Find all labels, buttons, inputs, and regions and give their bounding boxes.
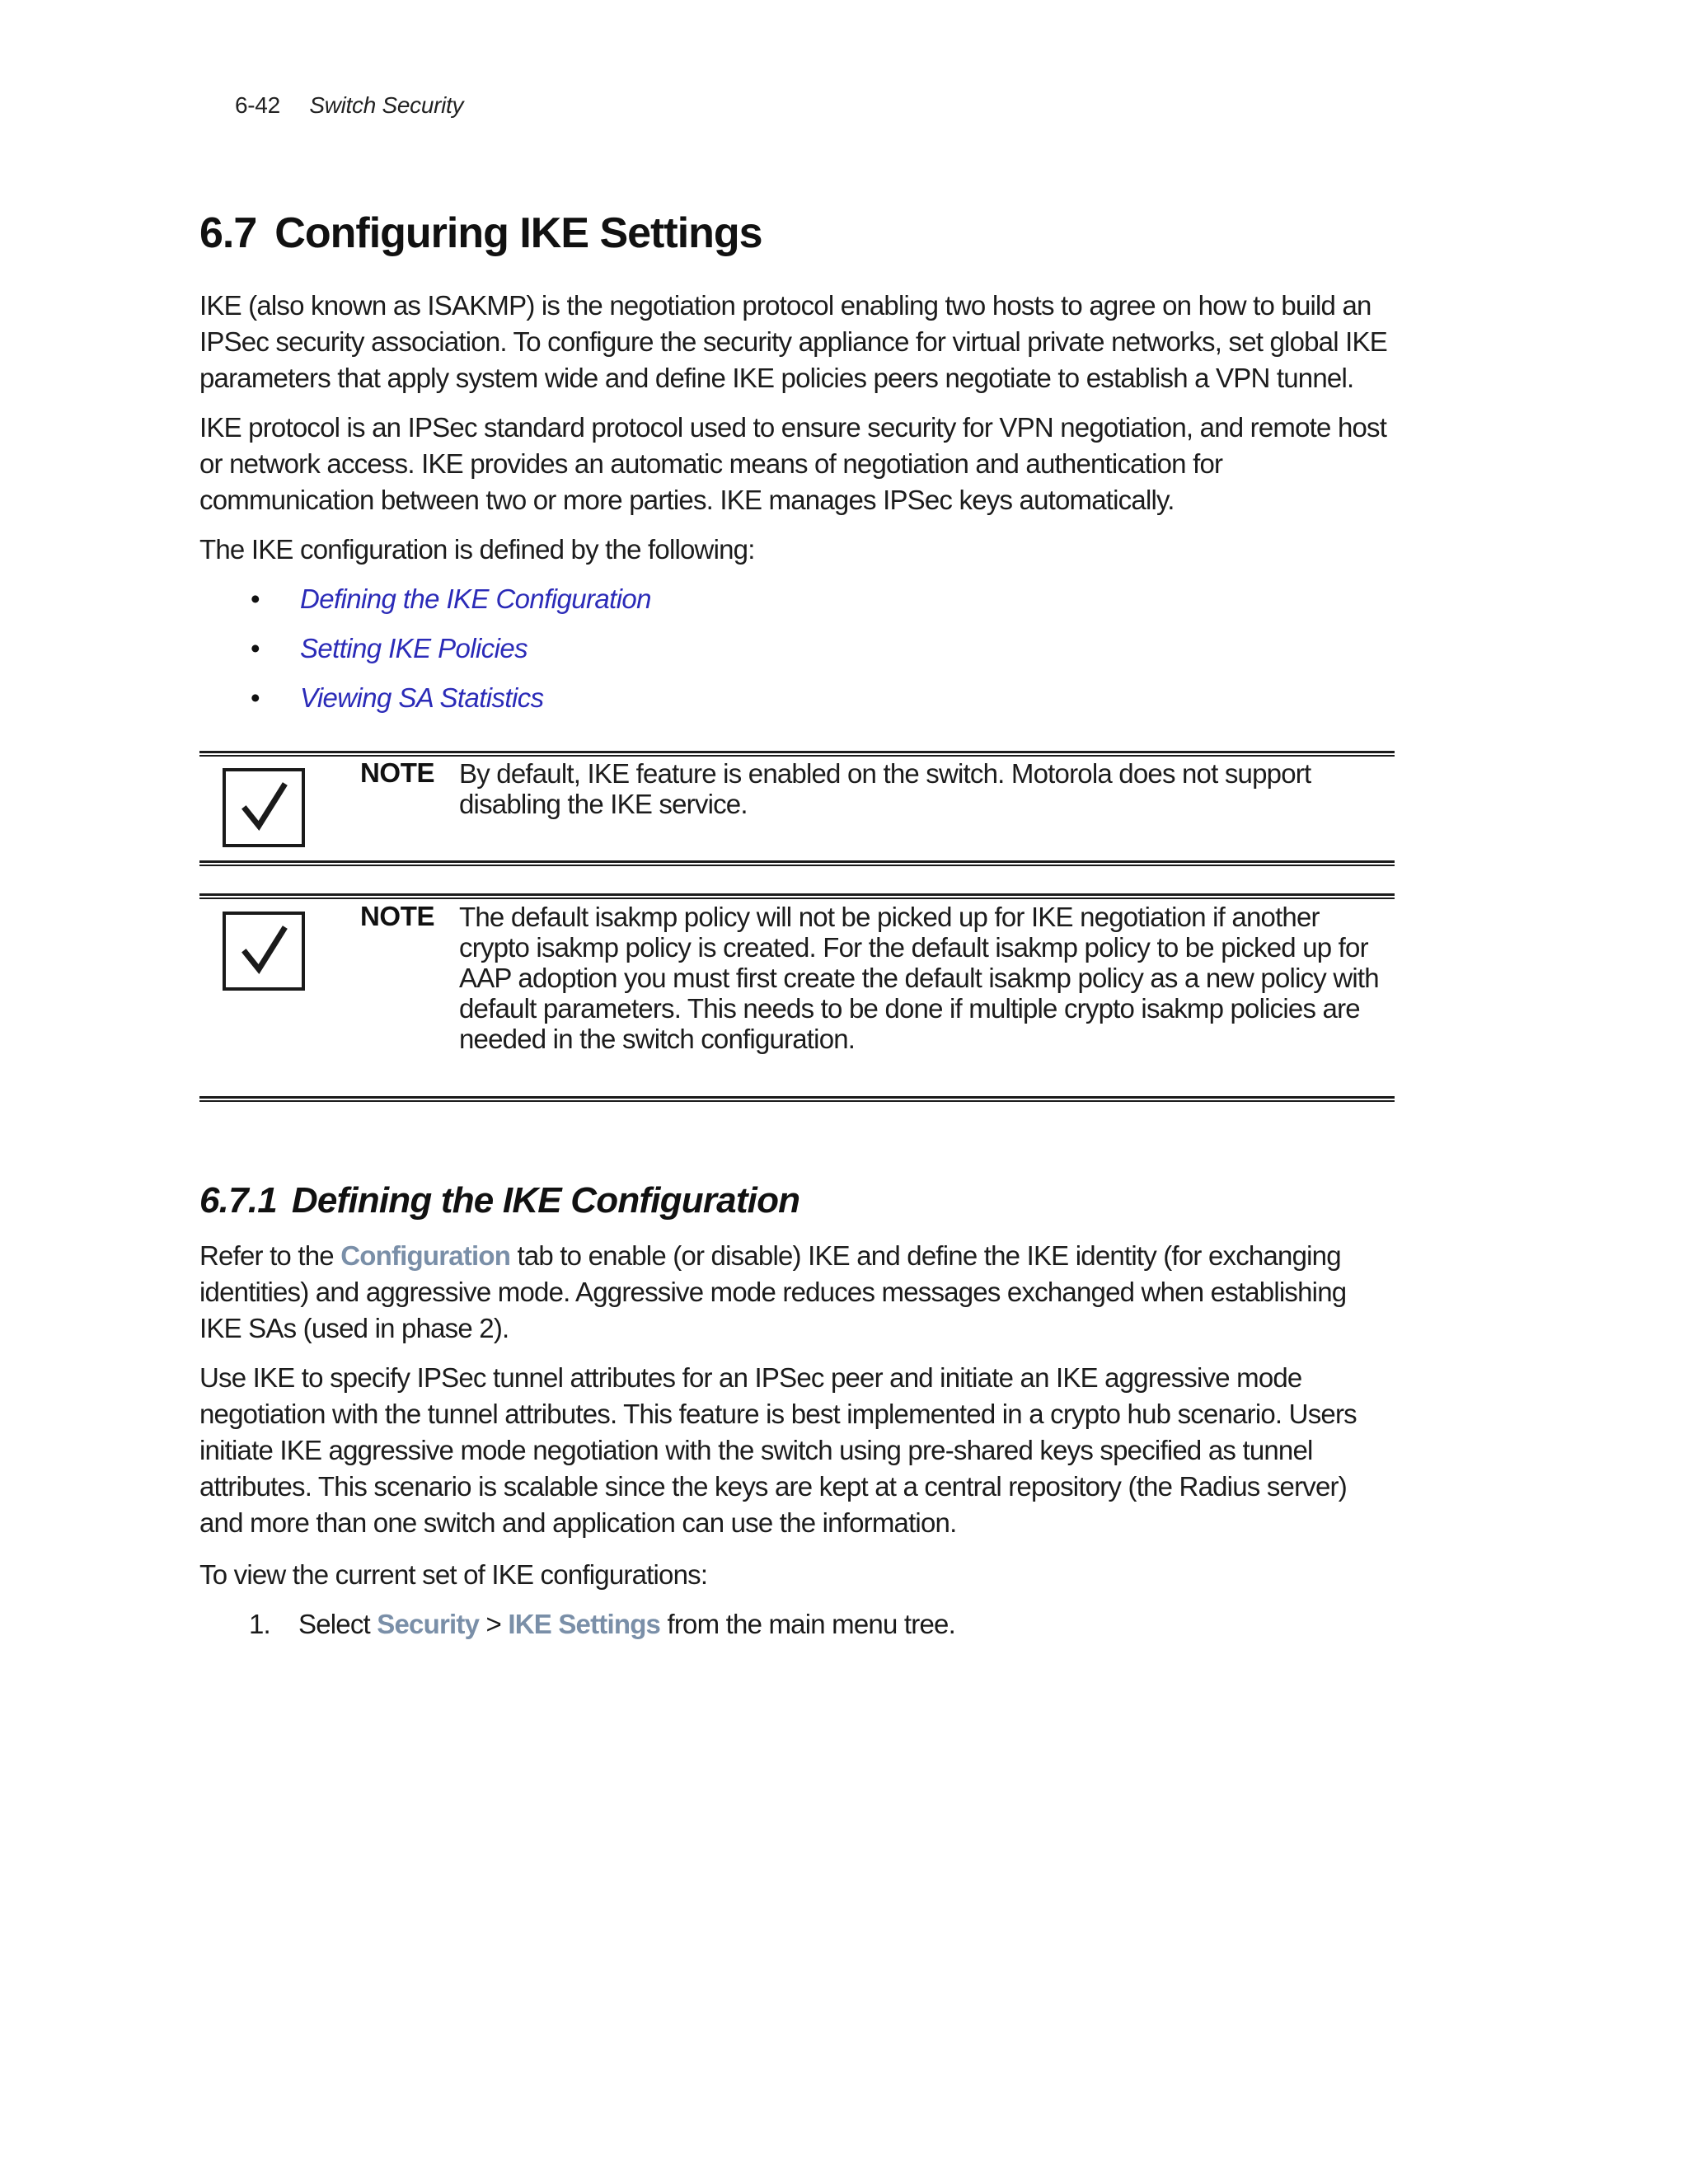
note-top-rule <box>199 751 1395 757</box>
header-section-name: Switch Security <box>309 92 464 118</box>
list-item <box>199 581 1024 630</box>
text-run: from the main menu tree. <box>660 1609 955 1639</box>
bullet-icon: • <box>251 583 260 614</box>
note-top-rule <box>199 893 1395 899</box>
page-number: 6-42 <box>235 92 280 118</box>
subsection-paragraph-1 <box>199 1238 1395 1347</box>
checkmark-icon <box>223 912 305 991</box>
section-number: 6.7 <box>199 209 257 257</box>
ui-ref-ike-settings: IKE Settings <box>508 1609 661 1639</box>
intro-paragraph-3: The IKE configuration is defined by the following: <box>199 534 755 565</box>
section-title-text: Configuring IKE Settings <box>274 209 762 257</box>
note-text: The default isakmp policy will not be picked up for IKE negotiation if another crypto isakmp policy is created. For the default isakmp policy to be picked up for AAP adoption you must first create the default isakmp policy as a new policy with default parameters. This needs to be done if multiple crypto isakmp policies are needed in the switch configuration. <box>459 902 1379 1054</box>
note-text: By default, IKE feature is enabled on the switch. Motorola does not support disabling the IKE service. <box>459 758 1311 819</box>
note-label: NOTE <box>360 901 435 931</box>
note-label: NOTE <box>360 757 435 788</box>
text-run: Select <box>298 1609 377 1639</box>
section-title <box>199 209 762 258</box>
intro-paragraph-2: IKE protocol is an IPSec standard protocol used to ensure security for VPN negotiation, and remote host or network access. IKE provides an automatic means of negotiation and authentication for communication between two or more parties. IKE manages IPSec keys automatically. <box>199 412 1387 515</box>
subsection-title <box>199 1180 799 1221</box>
page-header <box>235 92 463 119</box>
list-item <box>199 680 1024 729</box>
intro-paragraph-1: IKE (also known as ISAKMP) is the negotiation protocol enabling two hosts to agree on how to build an IPSec security association. To configure the security appliance for virtual private networks, set global IKE parameters that apply system wide and define IKE policies peers negotiate to establish a VPN tunnel. <box>199 290 1387 393</box>
ike-topic-list <box>199 581 1024 729</box>
bullet-icon: • <box>251 682 260 713</box>
subsection-title-text: Defining the IKE Configuration <box>291 1180 800 1221</box>
step-text <box>298 1606 955 1643</box>
text-run: > <box>479 1609 509 1639</box>
note-bottom-rule <box>199 1096 1395 1102</box>
note-bottom-rule <box>199 860 1395 866</box>
text-run: Refer to the <box>199 1240 341 1271</box>
text-run: tab to enable (or disable) IKE and define the IKE identity (for exchanging identities) and aggressive mode. Aggressive mode reduces messages exchanged when establishing IKE SAs (used in phase 2). <box>199 1240 1347 1343</box>
subsection-paragraph-2: Use IKE to specify IPSec tunnel attributes for an IPSec peer and initiate an IKE aggressive mode negotiation with the tunnel attributes. This feature is best implemented in a crypto hub scenario. Users initiate IKE aggressive mode negotiation with the switch using pre-shared keys specified as tunnel attributes. This scenario is scalable since the keys are kept at a central repository (the Radius server) and more than one switch and application can use the information. <box>199 1362 1357 1538</box>
bullet-icon: • <box>251 633 260 663</box>
ui-ref-security: Security <box>377 1609 480 1639</box>
ui-ref-configuration: Configuration <box>340 1240 511 1271</box>
link-defining-ike-configuration[interactable]: Defining the IKE Configuration <box>300 583 651 614</box>
checkmark-icon <box>223 768 305 847</box>
step-number: 1. <box>249 1609 270 1639</box>
link-viewing-sa-statistics[interactable]: Viewing SA Statistics <box>300 682 544 713</box>
subsection-paragraph-3: To view the current set of IKE configurations: <box>199 1559 708 1590</box>
subsection-number: 6.7.1 <box>199 1180 277 1221</box>
link-setting-ike-policies[interactable]: Setting IKE Policies <box>300 633 528 663</box>
list-item <box>199 630 1024 680</box>
